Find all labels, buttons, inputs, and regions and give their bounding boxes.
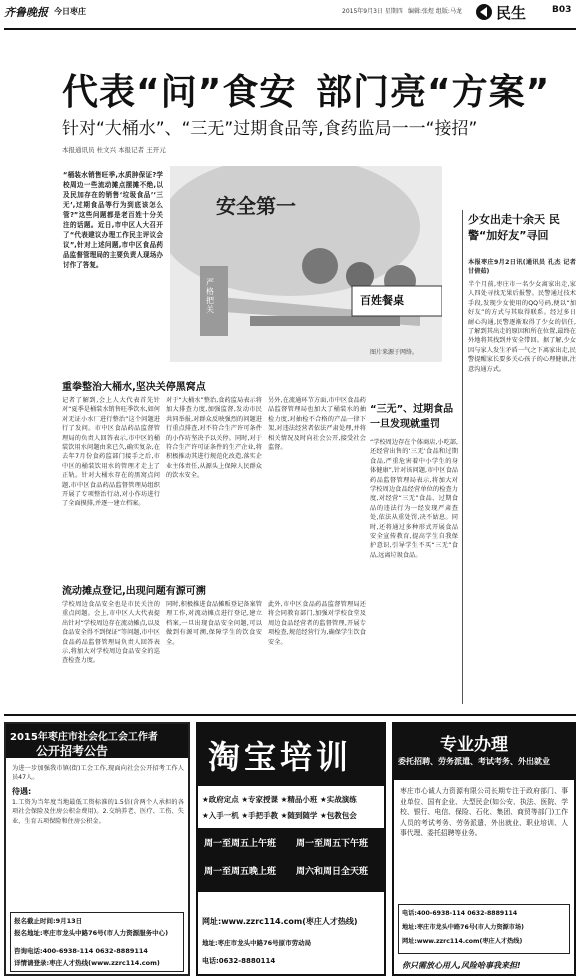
ad1-addr: 报名地址:枣庄市龙头中路76号(市人力资源服务中心) xyxy=(14,929,169,937)
edition-label: 今日枣庄 xyxy=(54,7,86,16)
ad3-slogan: 你只需放心用人,风险哈事我来担! xyxy=(402,961,521,970)
section1-title: 重拳整治大桶水,坚决关停黑窝点 xyxy=(62,382,206,393)
ad3-site: 网址:www.zzrc114.com(枣庄人才热线) xyxy=(402,938,523,945)
ad1-body: 1.工资为当年度当地最低工资标准的1.5倍(含两个人承担的各项社会保险及住房公积金费用)。2.交纳养老、医疗、工伤、失业、生育五项保险和住房公积金。 xyxy=(12,799,184,825)
date-line: 2015年9月3日 星期四 xyxy=(342,8,403,15)
ad3-addr: 地址:枣庄市龙头中路76号(市人力资源市场) xyxy=(402,924,524,931)
section-badge xyxy=(474,2,548,24)
ad-services xyxy=(392,722,576,976)
masthead xyxy=(0,0,580,36)
sidebar-byline: 本报枣庄9月2日讯(通讯员 孔杰 记者 甘倩茹) xyxy=(468,259,576,276)
lead-text: “桶装水销售旺季,水质肿保证?学校周边一些流动摊点摆摊不绝,以及民加存在的销售‘垃圾食品’‘三无’,过期食品等行为到底该怎么管?”这些问题都是老百姓十分关注的话题。近日,市中区人大召开了“代表建议办理工作民主评议会议”,针对上述问题,市中区食品药品监督管理局的主要负责人现场办讨作了答复。 xyxy=(63,171,163,269)
section1-col3: 另外,在流通环节方面,市中区食品药品监督管理局也加大了桶装水的抽检力度,对抽检不合格的产品一律下架,对违法经营者依法严肃处理,并将相关情况及时向社会公开,接受社会监督。 xyxy=(268,397,366,452)
headline-subhead: 针对“大桶水”、“三无”过期食品等,食药监局一一“接招” xyxy=(62,119,478,139)
ad2-sched3: 周一至周五晚上班 xyxy=(204,867,277,877)
sidebar-divider xyxy=(462,210,463,704)
section3-title: “三无”、过期食品一旦发现就重罚 xyxy=(370,404,454,430)
page-number: B03 xyxy=(552,5,572,15)
section1-col1: 记者了解到,会上人大代表首先针对“夏季是桶装水销售旺季饮水,如何对无证小水厂进行整治”这个问题进行了发问。市中区食品药品监督管理局的负责人回答表示,市中区的桶装饮用水问题由来已久,确实复杂,在去年7月份食药监部门接手之后,市中区的桶装饮用水的管理才走上了正轨。针对大桶水存在的黑窝点问题,市中区食品药品监督管理局组织开展了专项整治行动,对小作坊进行了全面摸排,并逐一建立档案。 xyxy=(62,397,160,508)
ads-top-rule xyxy=(4,714,576,716)
masthead-rule xyxy=(4,28,576,30)
illustration xyxy=(170,166,442,362)
headline-main-left: 代表“问”食安 xyxy=(62,72,297,113)
section2-col2: 同时,积极推进食品摊贩登记备案管理工作,对流动摊点进行登记,建立档案,一旦出现食品安全问题,可以做到有源可溯,保障学生的饮食安全。 xyxy=(166,601,262,646)
headline-main-right: 部门亮“方案” xyxy=(316,72,551,113)
section2-col1: 学校周边食品安全也是市民关注的重点问题。会上,市中区人大代表提出针对“学校周边存在流动摊点,以及食品安全得不到保证”等问题,市中区食品药品监督管理局负责人回答表示,将加大对学校周边食品安全的巡查检查力度。 xyxy=(62,601,160,665)
ad-recruitment xyxy=(4,722,190,976)
ad1-intro: 为进一步加强我市镇(街)工会工作,现面向社会公开招考工作人员47人。 xyxy=(12,765,184,782)
section-title: 民生 xyxy=(496,4,527,22)
ad1-phone: 咨询电话:400-6938-114 0632-8889114 xyxy=(14,947,148,955)
ad1-deadline: 报名截止时间:9月13日 xyxy=(14,917,83,925)
headline-byline: 本报通讯员 杜文兴 本报记者 王开元 xyxy=(62,146,166,154)
ad3-phone: 电话:400-6938-114 0632-8889114 xyxy=(402,910,518,917)
ad1-subhead: 待遇: xyxy=(12,787,32,796)
ad2-features1: ★政府定点 ★专家授课 ★精品小班 ★实战演练 xyxy=(202,795,357,804)
ad2-sched1: 周一至周五上午班 xyxy=(204,839,277,849)
ad1-title2: 公开招考公告 xyxy=(36,744,109,758)
section2-title: 流动摊点登记,出现问题有源可溯 xyxy=(62,586,206,597)
ad-taobao xyxy=(196,722,386,976)
sidebar-title: 少女出走十余天 民警“加好友”寻回 xyxy=(468,213,560,242)
ad1-site: 详情请登录:枣庄人才热线(www.zzrc114.com) xyxy=(14,959,160,967)
sidebar-text: 半个月前,枣庄市一名少女离家出走,家人四处寻找无果后报警。民警通过技术手段,发现少女使用的QQ号码,便以“加好友”的方式与其取得联系。经过多日耐心沟通,民警逐渐取得了少女的信任,了解到其出走的原因和所在位置,最终在外地将其找到并安全带回。据了解,少女因与家人发生矛盾一气之下离家出走,民警提醒家长要多关心孩子的心理健康,注意沟通方式。 xyxy=(468,281,576,373)
ad2-url: 网址:www.zzrc114.com(枣庄人才热线) xyxy=(202,917,358,926)
ad2-phone: 电话:0632-8880114 xyxy=(202,957,276,965)
illustration-caption: 图片来源于网络。 xyxy=(370,349,419,356)
ad2-title: 淘宝培训 xyxy=(208,738,353,776)
illustration-banner: 安全第一 xyxy=(216,194,296,218)
paper-logo: 齐鲁晚报 xyxy=(4,6,48,19)
ad2-sched4: 周六和周日全天班 xyxy=(296,867,369,877)
ad3-title: 专业办理 xyxy=(440,735,508,755)
illustration-post-label: 严格把关 xyxy=(206,278,214,314)
section1-col2: 对于“大桶水”整治,食药监局表示将加大排查力度,加强监督,发动市民共同举报,对群众反映强烈的问题进行重点排查,对不符合生产许可条件的小作坊坚决予以关停。同时,对于符合生产许可证条件的生产企业,将积极推动其进行规范化改造,落实企业主体责任,从源头上保障人民群众的饮水安全。 xyxy=(166,397,262,480)
ad1-title1: 2015年枣庄市社会化工会工作者 xyxy=(10,732,158,743)
editor-line: 编辑:张煜 组版:马龙 xyxy=(408,8,462,15)
illustration-table-label: 百姓餐桌 xyxy=(360,294,404,307)
section2-col3: 此外,市中区食品药品监督管理局还将会同教育部门,加强对学校食堂及周边食品经营者的监督管理,开展专项检查,规范经营行为,确保学生饮食安全。 xyxy=(268,601,366,646)
ad2-addr: 地址:枣庄市龙头中路76号原市劳动局 xyxy=(202,939,312,947)
ad2-sched2: 周一至周五下午班 xyxy=(296,839,369,849)
ad2-features2: ★入手一机 ★手把手教 ★随到随学 ★包教包会 xyxy=(202,811,357,820)
food-safety-illustration xyxy=(170,166,442,362)
section3-text: “学校周边存在个体商店,小吃部,还经营出售的‘三无’食品和过期食品,严重危害着中小学生的身体健康”,针对该问题,市中区食品药品监督管理局表示,将加大对学校周边食品经营单位的检查力度,对经营“三无”食品、过期食品的违法行为一经发现严肃查处,依法从重处罚,决不姑息。同时,还将通过多种形式开展食品安全宣传教育,提高学生自我保护意识,引导学生不买“三无”食品,远离垃圾食品。 xyxy=(370,439,458,559)
ad3-lines: 委托招聘、劳务派遣、考试考务、外出就业 xyxy=(398,757,550,766)
ad3-body: 枣庄市心诚人力资源有限公司长期专注于政府部门、事业单位、国有企业、大型民企(如公安、执法、医院、学校、银行、电信、保险、石化、集团、商贸等部门)工作人员的考试考务、劳务派遣、外出就业、职业培训、人事代理、委托招聘等业务。 xyxy=(400,787,568,837)
